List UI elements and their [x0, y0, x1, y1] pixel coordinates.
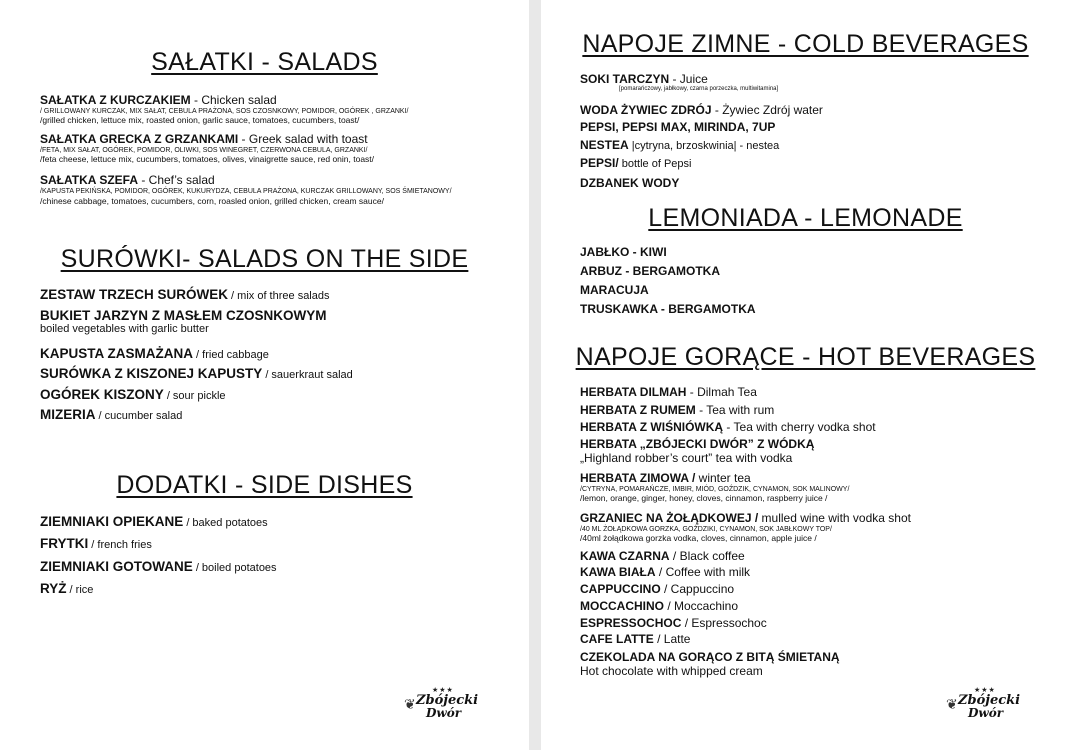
menu-item-desc: /chinese cabbage, tomatoes, cucumbers, corn, roasled onion, grilled chicken, cream sauce/ — [40, 196, 384, 206]
menu-item-desc: /grilled chicken, lettuce mix, roasted onion, garlic sauce, tomatoes, cucumbers, toast/ — [40, 115, 360, 125]
menu-item-desc: /FETA, MIX SAŁAT, OGÓREK, POMIDOR, OLIWKI, SOS WINEGRET, CZERWONA CEBULA, GRZANKI/ — [40, 147, 368, 154]
restaurant-logo: ❦ ★★★ Zbójecki Dwór — [946, 687, 1021, 720]
menu-item: MIZERIA / cucumber salad — [40, 407, 183, 422]
salads-heading: SAŁATKI - SALADS — [151, 48, 378, 76]
menu-item-desc: „Highland robber’s court” tea with vodka — [580, 451, 793, 465]
menu-item: ZESTAW TRZECH SURÓWEK / mix of three salads — [40, 287, 330, 302]
menu-item: KAWA CZARNA / Black coffee — [580, 549, 745, 563]
menu-item: BUKIET JARZYN Z MASŁEM CZOSNKOWYM — [40, 308, 327, 323]
menu-item: SOKI TARCZYN - Juice — [580, 72, 708, 86]
menu-item: CAPPUCCINO / Cappuccino — [580, 582, 735, 596]
menu-item: GRZANIEC NA ŻOŁĄDKOWEJ / mulled wine with vodka shot — [580, 511, 911, 525]
menu-item-desc: /lemon, orange, ginger, honey, cloves, cinnamon, raspberry juice / — [580, 493, 828, 503]
menu-item: CZEKOLADA NA GORĄCO Z BITĄ ŚMIETANĄ — [580, 650, 840, 664]
menu-item: JABŁKO - KIWI — [580, 245, 667, 259]
menu-item-desc: [pomarańczowy, jabłkowy, czarna porzeczka, multiwitamina] — [619, 86, 779, 92]
menu-item: PEPSI, PEPSI MAX, MIRINDA, 7UP — [580, 120, 776, 134]
menu-item: HERBATA Z WIŚNIÓWKĄ - Tea with cherry vodka shot — [580, 420, 876, 434]
cold-beverages-heading: NAPOJE ZIMNE - COLD BEVERAGES — [582, 30, 1029, 58]
menu-item: ZIEMNIAKI OPIEKANE / baked potatoes — [40, 514, 268, 529]
menu-item: FRYTKI / french fries — [40, 536, 152, 551]
menu-item: SAŁATKA Z KURCZAKIEM - Chicken salad — [40, 93, 277, 107]
menu-item-desc: /40ml żołądkowa gorzka vodka, cloves, cinnamon, apple juice / — [580, 533, 817, 543]
menu-item: DZBANEK WODY — [580, 176, 680, 190]
menu-item: CAFE LATTE / Latte — [580, 632, 691, 646]
menu-item-desc: /40 ML ŻOŁĄDKOWA GORZKA, GOŹDZIKI, CYNAMON, SOK JABŁKOWY TOP/ — [580, 526, 832, 533]
menu-item: ZIEMNIAKI GOTOWANE / boiled potatoes — [40, 559, 277, 574]
menu-item: SAŁATKA SZEFA - Chef’s salad — [40, 173, 215, 187]
menu-item: SURÓWKA Z KISZONEJ KAPUSTY / sauerkraut salad — [40, 366, 353, 381]
menu-item-desc: /KAPUSTA PEKIŃSKA, POMIDOR, OGÓREK, KUKURYDZA, CEBULA PRAŻONA, KURCZAK GRILLOWANY, SOS ŚMIETANOWY/ — [40, 188, 452, 195]
menu-item: PEPSI/ bottle of Pepsi — [580, 156, 692, 170]
menu-item-desc: / GRILLOWANY KURCZAK, MIX SAŁAT, CEBULA PRAŻONA, SOS CZOSNKOWY, POMIDOR, OGÓREK , GRZANKI/ — [40, 108, 409, 115]
menu-item-desc: Hot chocolate with whipped cream — [580, 664, 763, 678]
menu-item: KAPUSTA ZASMAŻANA / fried cabbage — [40, 346, 269, 361]
menu-item: WODA ŻYWIEC ZDRÓJ - Żywiec Zdrój water — [580, 103, 823, 117]
menu-item: KAWA BIAŁA / Coffee with milk — [580, 565, 751, 579]
menu-item-desc: /feta cheese, lettuce mix, cucumbers, tomatoes, olives, vinaigrette sauce, red onin, toast/ — [40, 154, 375, 164]
menu-item: MARACUJA — [580, 283, 649, 297]
menu-page-right — [541, 0, 1070, 750]
menu-item: TRUSKAWKA - BERGAMOTKA — [580, 302, 756, 316]
menu-item: RYŻ / rice — [40, 581, 94, 596]
menu-item: HERBATA ZIMOWA / winter tea — [580, 471, 751, 485]
hot-beverages-heading: NAPOJE GORĄCE - HOT BEVERAGES — [575, 343, 1036, 371]
restaurant-logo: ❦ ★★★ Zbójecki Dwór — [404, 687, 479, 720]
menu-page-left — [0, 0, 529, 750]
lemonade-heading: LEMONIADA - LEMONADE — [648, 204, 963, 232]
menu-item: MOCCACHINO / Moccachino — [580, 599, 739, 613]
menu-item: HERBATA „ZBÓJECKI DWÓR” Z WÓDKĄ — [580, 437, 815, 451]
menu-item: SAŁATKA GRECKA Z GRZANKAMI - Greek salad with toast — [40, 132, 368, 146]
menu-item: OGÓREK KISZONY / sour pickle — [40, 387, 226, 402]
side-dishes-heading: DODATKI - SIDE DISHES — [116, 471, 413, 499]
menu-item: ARBUZ - BERGAMOTKA — [580, 264, 720, 278]
menu-item-desc: boiled vegetables with garlic butter — [40, 323, 209, 335]
menu-item: NESTEA |cytryna, brzoskwinia| - nestea — [580, 138, 780, 152]
menu-item: ESPRESSOCHOC / Espressochoc — [580, 616, 767, 630]
menu-item: HERBATA Z RUMEM - Tea with rum — [580, 403, 775, 417]
menu-item: HERBATA DILMAH - Dilmah Tea — [580, 385, 757, 399]
side-salads-heading: SURÓWKI- SALADS ON THE SIDE — [60, 245, 469, 273]
menu-item-desc: /CYTRYNA, POMARAŃCZE, IMBIR, MIÓD, GOŹDZIK, CYNAMON, SOK MALINOWY/ — [580, 486, 850, 493]
